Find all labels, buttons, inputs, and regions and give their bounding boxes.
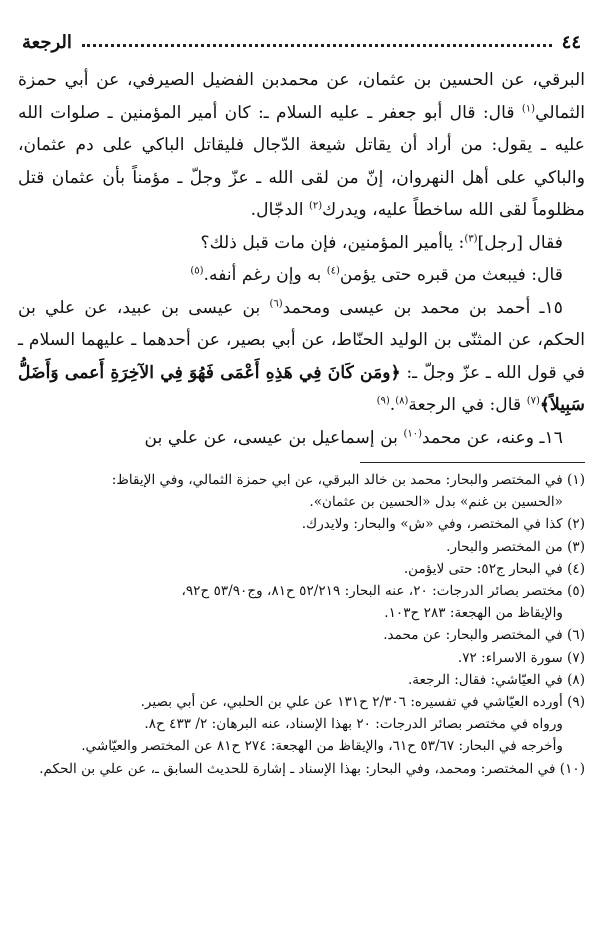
footnote-9: (٩) أورده العيّاشي في تفسيره: ٢/٣٠٦ ح١٣١ عن علي بن الحلبي، عن أبي بصير. (140, 694, 585, 711)
footnote-5-cont: والإيقاظ من الهجعة: ٢٨٣ ح١٠٣. (384, 605, 563, 622)
footnote-8: (٨) في العيّاشي: فقال: الرجعة. (407, 671, 585, 688)
header-dotted-rule (82, 34, 552, 47)
book-page (18, 28, 585, 918)
footnote-10: (١٠) في المختصر: ومحمد، وفي البحار: بهذا الإسناد ـ إشارة للحديث السابق ـ، عن علي بن الحكم. (39, 760, 585, 777)
footnote-ref: (١٠) (403, 427, 422, 439)
footnote-3: (٣) من المختصر والبحار. (446, 538, 585, 555)
footnote-7: (٧) سورة الاسراء: ٧٢. (457, 649, 585, 666)
paragraph-hadith-15: ١٥ـ أحمد بن محمد بن عيسى ومحمد$^{(٦)}$ بن عيسى بن عبيد، عن علي بن الحكم، عن المثنّى بن الوليد الحنّاط، عن أبي بصير، عن أحدهما ـ عليهما السلام ـ في قول الله ـ عزّ وجلّ ـ: ﴿ومَن كَانَ فِي هَذِهِ أَعْمَى فَهُوَ فِي الآخِرَةِ أَعمى وَأَضَلُّ سَبِيلاً﴾$^{(٧)}$ قال: في الرجعة$^{(٨)}$.$^{(٩)}$ (18, 297, 585, 415)
page-header (18, 28, 585, 56)
paragraph-hadith-16: ١٦ـ وعنه، عن محمد$^{(١٠)}$ بن إسماعيل بن عيسى، عن علي بن (144, 427, 563, 448)
footnote-divider (360, 462, 585, 463)
footnote-ref: (٢) (308, 200, 323, 212)
running-title: الرجعة (22, 31, 72, 53)
footnote-ref: (٧) (526, 395, 540, 407)
footnote-ref: (٦) (269, 297, 283, 309)
footnote-ref: (٤) (326, 265, 340, 277)
footnotes (18, 469, 585, 780)
footnote-ref: (١) (521, 102, 536, 114)
footnote-2: (٢) كذا في المختصر، وفي «ش» والبحار: ولايدرك. (301, 516, 585, 533)
footnote-ref: (٥) (190, 265, 204, 277)
footnote-5: (٥) مختصر بصائر الدرجات: ٢٠، عنه البحار: ٥٢/٢١٩ ح٨١، وج٥٣/٩٠ ح٩٢، (181, 583, 585, 600)
footnote-ref: (٣) (464, 232, 478, 244)
footnote-1: (١) في المختصر والبحار: محمد بن خالد البرقي، عن ابي حمزة الثمالي، وفي الإيقاظ: (111, 472, 585, 488)
footnote-6: (٦) في المختصر والبحار: عن محمد. (383, 627, 585, 644)
paragraph-2: فقال [رجل]$^{(٣)}$: ياأمير المؤمنين، فإن مات قبل ذلك؟ (200, 232, 563, 253)
footnote-9-cont-2: وأخرجه في البحار: ٥٣/٦٧ ح٦١، والإيقاظ من الهجعة: ٢٧٤ ح٨١ عن المختصر والعيّاشي. (81, 738, 563, 755)
footnote-ref: (٩) (376, 395, 390, 407)
footnote-4: (٤) في البحار ج٥٢: حتى لايؤمن. (403, 560, 585, 577)
footnote-9-cont-1: ورواه في مختصر بصائر الدرجات: ٢٠ بهذا الإسناد، عنه البرهان: ٢/ ٤٣٣ ح٨. (144, 716, 563, 733)
page-number: ٤٤ (561, 31, 581, 53)
main-text (18, 64, 585, 454)
footnote-ref: (٨) (395, 395, 409, 407)
quran-verse: ﴿ومَن كَانَ فِي هَذِهِ أَعْمَى فَهُوَ فِي الآخِرَةِ أَعمى وَأَضَلُّ سَبِيلاً﴾ (18, 362, 585, 415)
paragraph-3: قال: فيبعث من قبره حتى يؤمن$^{(٤)}$ به وإن رغم أنفه.$^{(٥)}$ (190, 265, 563, 285)
footnote-1-cont: «الحسين بن غنم» بدل «الحسين بن عثمان». (309, 494, 563, 511)
paragraph-1: البرقي، عن الحسين بن عثمان، عن محمدبن الفضيل الصيرفي، عن أبي حمزة الثمالي$^{(١)}$ قال: قال أبو جعفر ـ عليه السلام ـ: كان أمير المؤمنين ـ صلوات الله عليه ـ يقول: من أراد أن يقاتل شيعة الدّجال فليقاتل الباكي على دم عثمان، والباكي على أهل النهروان، إنّ من لقى الله ـ عزّ وجلّ ـ مؤمناً بأن عثمان قتل مظلوماً لقى الله ساخطاً عليه، ويدرك$^{(٢)}$ الدجّال. (18, 70, 585, 220)
